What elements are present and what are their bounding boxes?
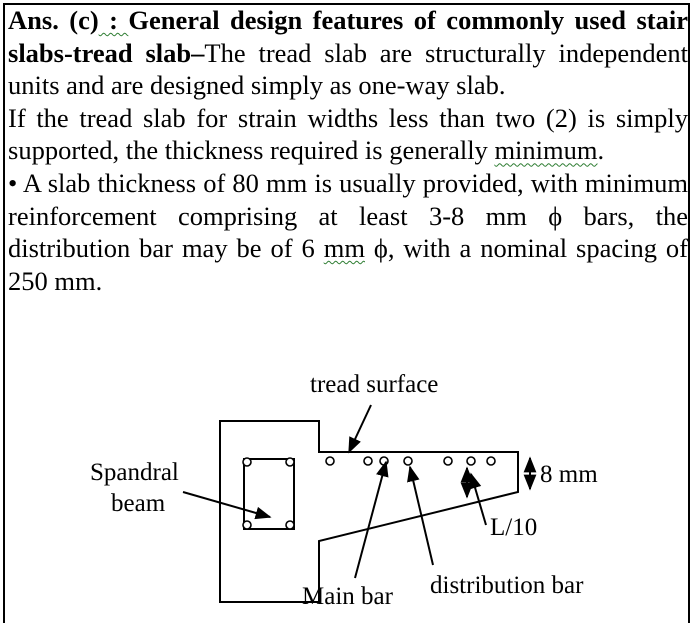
arrow-spandral-beam [183,492,270,517]
bullet: • [8,167,18,198]
distribution-bar [380,457,388,465]
distribution-bar [404,457,412,465]
distribution-bar [467,457,475,465]
sentence-one: The tread slab are structurally independent units and are designed simply as one-way slab. [8,37,688,101]
answer-label: Ans. (c) : General design features of commonly used stair slabs-tread slab [8,5,688,68]
label-distribution-bar: distribution bar [430,572,584,599]
beam-bar [243,458,251,466]
distribution-bar [364,457,372,465]
distribution-bar [326,457,334,465]
word-minimum: minimum [494,135,598,166]
label-thickness: 8 mm [540,461,598,488]
paragraph-simply-supported: If the tread slab for strain widths less than two (2) is simply supported, the thickness required is generally minimum. [8,102,688,166]
word-mm: mm [323,233,365,264]
beam-bar [286,521,294,529]
dash: – [191,37,205,68]
arrow-main-bar [355,462,386,578]
label-l10: L/10 [490,514,538,541]
label-beam: beam [111,490,166,517]
label-main-bar: Main bar [302,583,393,610]
beam-bar [286,458,294,466]
label-tread-surface: tread surface [310,371,439,398]
beam-bar [243,521,251,529]
paragraph-slab-thickness: • A slab thickness of 80 mm is usually provided, with minimum reinforcement comprising at least 3-8 mm ϕ bars, the distribution bar may be of 6 mm ϕ, with a nominal spacing of 250 mm. [8,167,688,296]
beam-stirrup [244,459,294,529]
label-spandral: Spandral [90,459,179,486]
arrow-distribution-bar [410,467,433,565]
arrow-tread-surface [349,405,371,452]
distribution-bar [444,457,452,465]
distribution-bar [487,457,495,465]
